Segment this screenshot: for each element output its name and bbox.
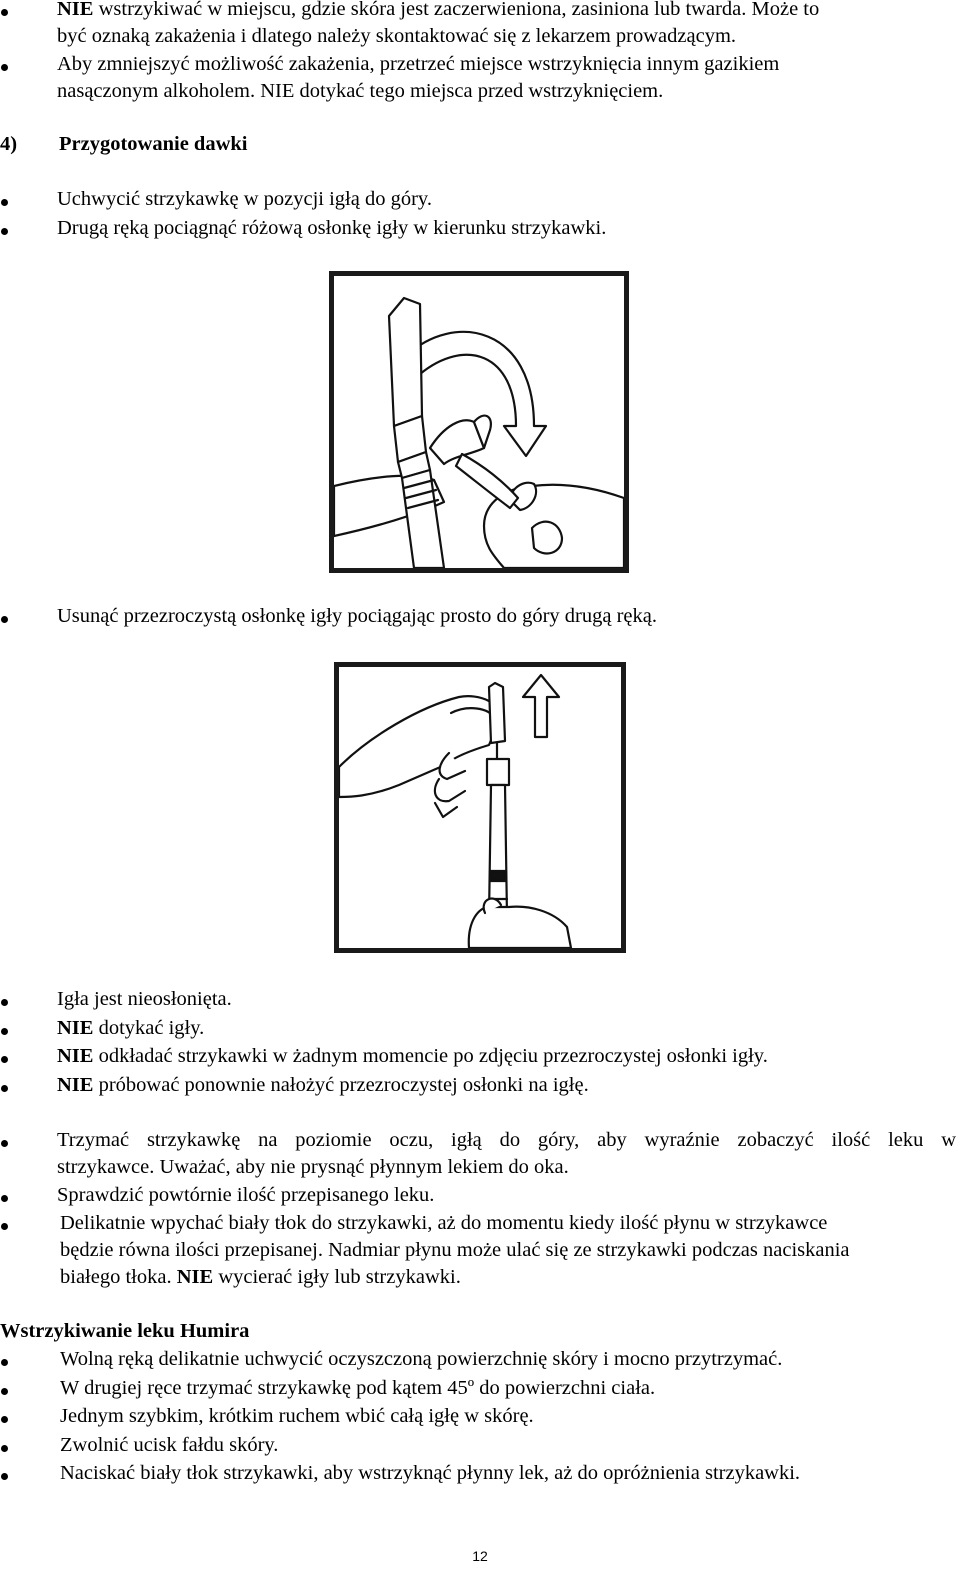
text: wycierać igły lub strzykawki.	[213, 1266, 461, 1288]
emphasis-nie: NIE	[57, 0, 94, 20]
list-item: Naciskać biały tłok strzykawki, aby wstrzyknąć płynny lek, aż do opróżnienia strzykawki.	[60, 1462, 801, 1484]
list-item: Jednym szybkim, krótkim ruchem wbić całą igłę w skórę.	[60, 1405, 534, 1427]
bullet-dot	[0, 1223, 10, 1233]
paragraph-line	[57, 78, 663, 105]
page-number: 12	[472, 1548, 488, 1564]
section-number: 4)	[0, 133, 18, 155]
section-heading: Wstrzykiwanie leku Humira	[0, 1320, 250, 1342]
text: Igła jest nieosłonięta.	[57, 988, 232, 1010]
text: dotykać tego miejsca przed wstrzyknięciem.	[294, 80, 664, 102]
paragraph-line: strzykawce. Uważać, aby nie prysnąć płynnym lekiem do oka.	[57, 1156, 569, 1178]
bullet-dot	[0, 9, 10, 19]
bullet-dot	[0, 1085, 10, 1095]
section-title: Przygotowanie dawki	[59, 133, 248, 155]
bullet-dot	[0, 1445, 10, 1455]
text: odkładać strzykawki w żadnym momencie po zdjęciu przezroczystej osłonki igły.	[93, 1045, 768, 1067]
text: białego tłoka.	[60, 1266, 177, 1288]
paragraph-line: będzie równa ilości przepisanej. Nadmiar płynu może ulać się ze strzykawki podczas naciskania	[60, 1239, 850, 1261]
needle-cap-illustration	[339, 667, 621, 948]
bullet-dot	[0, 64, 10, 74]
text: dotykać igły.	[93, 1017, 205, 1039]
list-item: Uchwycić strzykawkę w pozycji igłą do góry.	[57, 188, 432, 210]
list-item: Zwolnić ucisk fałdu skóry.	[60, 1434, 279, 1456]
emphasis-nie: NIE	[57, 1074, 94, 1096]
list-item: Sprawdzić powtórnie ilość przepisanego leku.	[57, 1184, 435, 1206]
bullet-dot	[0, 1359, 10, 1369]
emphasis-nie: NIE	[57, 1045, 94, 1067]
list-item: W drugiej ręce trzymać strzykawkę pod kątem 45º do powierzchni ciała.	[60, 1377, 656, 1399]
text: być oznaką zakażenia i dlatego należy skontaktować się z lekarzem prowadzącym.	[57, 25, 737, 47]
bullet-dot	[0, 1473, 10, 1483]
text: próbować ponownie nałożyć przezroczystej osłonki na igłę.	[93, 1074, 589, 1096]
figure-remove-clear-cover	[334, 662, 626, 953]
emphasis-nie: NIE	[176, 1266, 214, 1288]
syringe-cover-illustration	[334, 276, 624, 568]
emphasis-nie: NIE	[260, 80, 295, 102]
list-item	[57, 1015, 204, 1042]
list-item: Drugą ręką pociągnąć różową osłonkę igły w kierunku strzykawki.	[57, 217, 607, 239]
text: nasączonym alkoholem.	[57, 80, 261, 102]
figure-pull-needle-cover	[329, 271, 629, 573]
text: Aby zmniejszyć możliwość zakażenia, przetrzeć miejsce wstrzyknięcia innym gazikiem	[57, 53, 780, 75]
paragraph-line	[57, 51, 779, 78]
list-item: Wolną ręką delikatnie uchwycić oczyszczoną powierzchnię skóry i mocno przytrzymać.	[60, 1348, 783, 1370]
bullet-dot	[0, 228, 10, 238]
list-item	[57, 1043, 768, 1070]
paragraph-line: Delikatnie wpychać biały tłok do strzykawki, aż do momentu kiedy ilość płynu w strzykawce	[60, 1212, 828, 1234]
bullet-dot	[0, 999, 10, 1009]
list-item	[57, 1072, 589, 1099]
bullet-dot	[0, 1195, 10, 1205]
bullet-dot	[0, 199, 10, 209]
paragraph-line: Trzymać strzykawkę na poziomie oczu, igłą do góry, aby wyraźnie zobaczyć ilość leku w	[57, 1129, 956, 1151]
bullet-dot	[0, 1056, 10, 1066]
list-item: Usunąć przezroczystą osłonkę igły pociągając prosto do góry drugą ręką.	[57, 605, 657, 627]
bullet-dot	[0, 1140, 10, 1150]
paragraph-line	[57, 23, 736, 50]
paragraph-line	[60, 1264, 461, 1291]
paragraph-line	[57, 0, 819, 23]
bullet-dot	[0, 1388, 10, 1398]
emphasis-nie: NIE	[57, 1017, 94, 1039]
bullet-dot	[0, 1416, 10, 1426]
text: wstrzykiwać w miejscu, gdzie skóra jest zaczerwieniona, zasiniona lub twarda. Może to	[93, 0, 820, 20]
list-item	[57, 986, 232, 1013]
bullet-dot	[0, 1028, 10, 1038]
bullet-dot	[0, 616, 10, 626]
